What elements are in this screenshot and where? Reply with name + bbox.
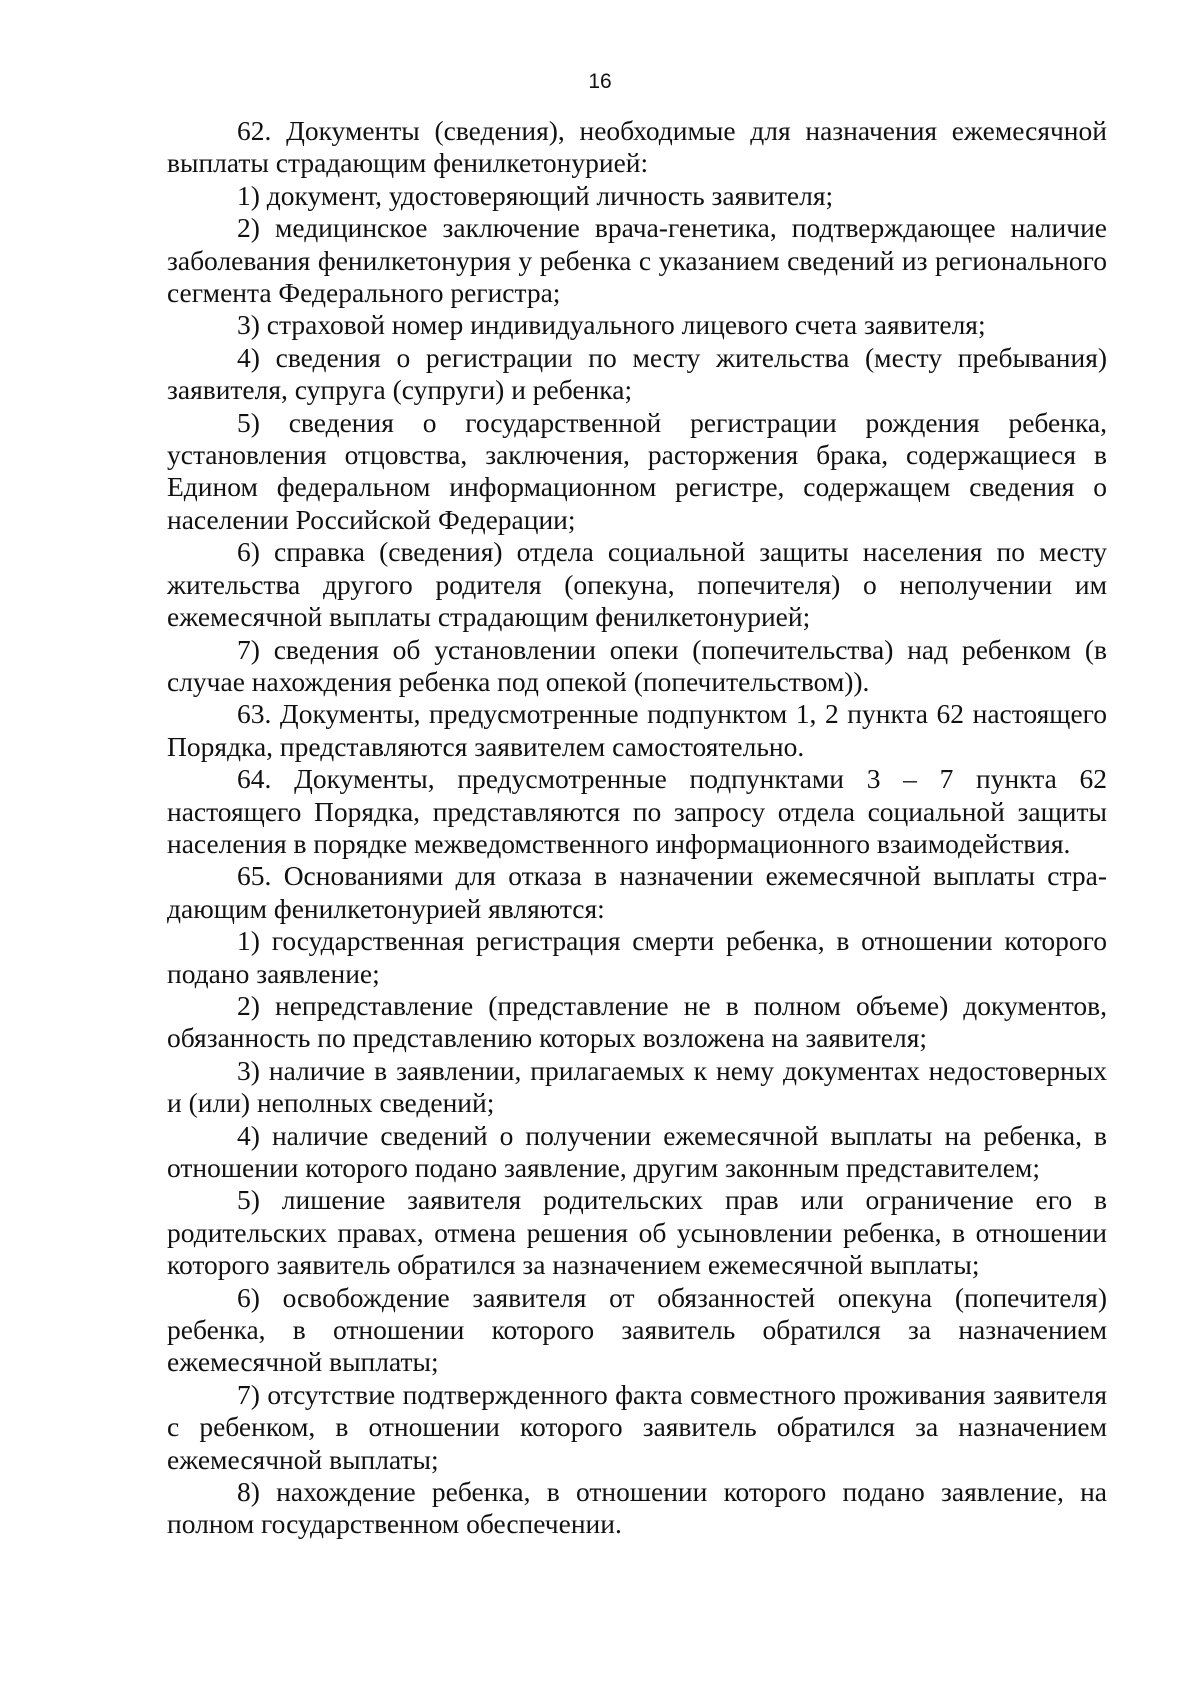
paragraph-63: 63. Документы, предусмотренные подпунктом 1, 2 пункта 62 настоящего Порядка, представляются заявителем самостоятельно. <box>167 698 1107 762</box>
document-body <box>167 115 1107 1541</box>
page-number: 16 <box>588 70 612 93</box>
list-item-65-2: 2) непредставление (представление не в полном объеме) документов, обязанность по представлению которых возложена на заявителя; <box>167 989 1107 1054</box>
list-item-65-7: 7) отсутствие подтвержденного факта совместного проживания заявителя с ребенком, в отношении которого заявитель обратился за назначением ежемесячной выплаты; <box>167 1378 1107 1475</box>
list-item-62-4: 4) сведения о регистрации по месту жительства (месту пребывания) заявителя, супруга (супруги) и ребенка; <box>167 341 1107 406</box>
list-item-65-5: 5) лишение заявителя родительских прав или ограничение его в родительских правах, отмена решения об усыновлении ребенка, в отношении которого заявитель обратился за назначением ежемесячной выплаты; <box>167 1184 1107 1281</box>
list-item-62-3: 3) страховой номер индивидуального лицевого счета заявителя; <box>237 309 986 341</box>
list-item-65-1: 1) государственная регистрация смерти ребенка, в отношении которого подано заявление; <box>167 925 1107 989</box>
list-item-62-5: 5) сведения о государственной регистрации рождения ребенка, установления отцовства, заключения, расторжения брака, содержащиеся в Едином федеральном информационном регистре, содержащем сведения о населении Российской Федерации; <box>167 406 1107 535</box>
list-item-62-7: 7) сведения об установлении опеки (попечительства) над ребенком (в случае нахождения ребенка под опекой (попечительством)). <box>167 633 1107 697</box>
list-item-62-2: 2) медицинское заключение врача-генетика, подтверждающее наличие заболевания фенилкетонурия у ребенка с указанием сведений из регионального сегмента Федерального регистра; <box>167 212 1107 309</box>
paragraph-64: 64. Документы, предусмотренные подпунктами 3 – 7 пункта 62 настоящего Порядка, представляются по запросу отдела социальной защиты населения в порядке межведомственного информационного взаимодействия. <box>167 763 1107 859</box>
list-item-65-3: 3) наличие в заявлении, прилагаемых к нему документах недостоверных и (или) неполных сведений; <box>167 1054 1107 1119</box>
paragraph-65: 65. Основаниями для отказа в назначении ежемесячной выплаты страдающим фенилкетонурией являются: <box>167 860 1107 924</box>
list-item-65-4: 4) наличие сведений о получении ежемесячной выплаты на ребенка, в отношении которого подано заявление, другим законным представителем; <box>167 1119 1107 1183</box>
list-item-65-6: 6) освобождение заявителя от обязанностей опекуна (попечителя) ребенка, в отношении которого заявитель обратился за назначением ежемесячной выплаты; <box>167 1281 1107 1378</box>
list-item-65-8: 8) нахождение ребенка, в отношении которого подано заявление, на полном государственном обеспечении. <box>167 1476 1107 1540</box>
paragraph-62: 62. Документы (сведения), необходимые для назначения ежемесячной выплаты страдающим фенилкетонурией: <box>167 115 1107 179</box>
list-item-62-6: 6) справка (сведения) отдела социальной защиты населения по месту жительства другого родителя (опекуна, попечителя) о неполучении им ежемесячной выплаты страдающим фенилкетонурией; <box>167 536 1107 633</box>
list-item-62-1: 1) документ, удостоверяющий личность заявителя; <box>237 179 834 211</box>
